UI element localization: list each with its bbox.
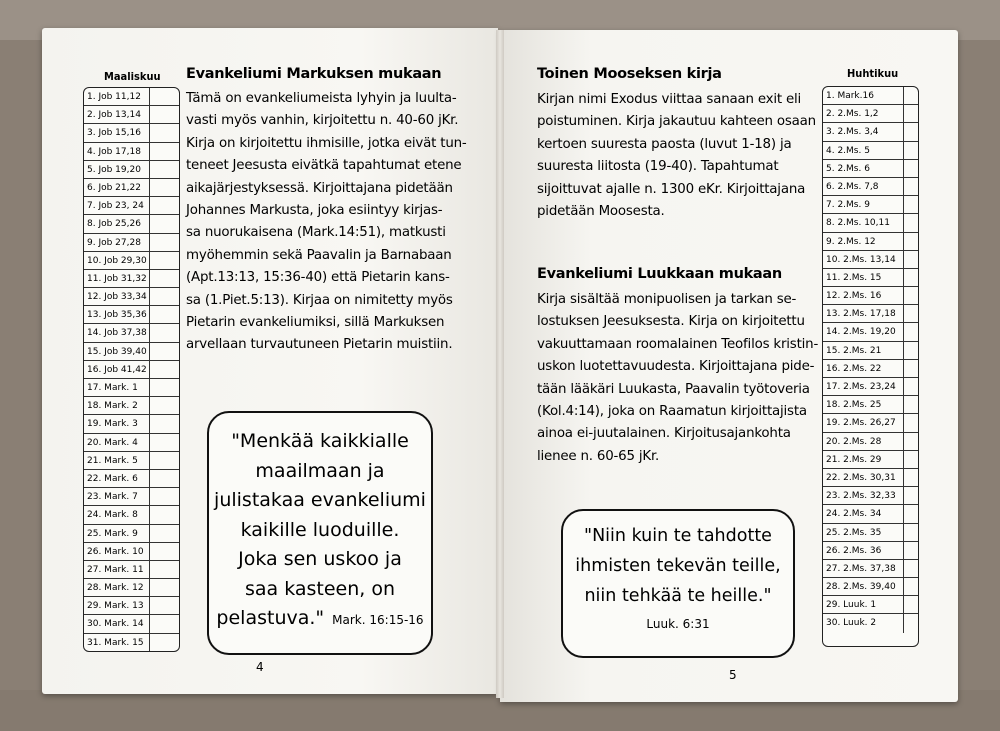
table-row bbox=[84, 124, 179, 142]
table-row bbox=[84, 397, 179, 415]
paragraph-line: pidetään Moosesta. bbox=[537, 204, 665, 220]
checkbox-cell[interactable] bbox=[904, 87, 918, 104]
table-row bbox=[84, 543, 179, 561]
table-row bbox=[823, 433, 918, 451]
checkbox-cell[interactable] bbox=[904, 524, 918, 541]
reading-label: 27. Mark. 11 bbox=[84, 561, 150, 578]
table-row bbox=[84, 415, 179, 433]
reading-label: 14. 2.Ms. 19,20 bbox=[823, 323, 904, 340]
checkbox-cell[interactable] bbox=[150, 270, 179, 287]
reading-label: 22. 2.Ms. 30,31 bbox=[823, 469, 904, 486]
reading-label: 17. Mark. 1 bbox=[84, 379, 150, 396]
checkbox-cell[interactable] bbox=[904, 342, 918, 359]
reading-label: 9. Job 27,28 bbox=[84, 234, 150, 251]
reading-label: 25. 2.Ms. 35 bbox=[823, 524, 904, 541]
paragraph-line: uskon luotettavuudesta. Kirjoittajana pide- bbox=[537, 359, 815, 375]
table-row bbox=[823, 196, 918, 214]
table-row bbox=[823, 560, 918, 578]
reading-label: 30. Luuk. 2 bbox=[823, 614, 904, 632]
table-row bbox=[823, 360, 918, 378]
checkbox-cell[interactable] bbox=[150, 579, 179, 596]
reading-label: 9. 2.Ms. 12 bbox=[823, 233, 904, 250]
table-row bbox=[84, 452, 179, 470]
reading-label: 29. Luuk. 1 bbox=[823, 596, 904, 613]
checkbox-cell[interactable] bbox=[150, 415, 179, 432]
checkbox-cell[interactable] bbox=[150, 215, 179, 232]
checkbox-cell[interactable] bbox=[150, 88, 179, 105]
checkbox-cell[interactable] bbox=[904, 614, 918, 632]
checkbox-cell[interactable] bbox=[904, 469, 918, 486]
checkbox-cell[interactable] bbox=[150, 470, 179, 487]
paragraph-line: kertoen suuresta paosta (luvut 1-18) ja bbox=[537, 136, 792, 152]
checkbox-cell[interactable] bbox=[150, 197, 179, 214]
table-row bbox=[84, 143, 179, 161]
checkbox-cell[interactable] bbox=[150, 452, 179, 469]
reading-label: 16. Job 41,42 bbox=[84, 361, 150, 378]
paragraph-line: Kirja on kirjoitettu ihmisille, jotka eivät tun- bbox=[186, 135, 467, 151]
checkbox-cell[interactable] bbox=[904, 378, 918, 395]
checkbox-cell[interactable] bbox=[904, 196, 918, 213]
checkbox-cell[interactable] bbox=[904, 542, 918, 559]
reading-label: 23. Mark. 7 bbox=[84, 488, 150, 505]
reading-label: 28. Mark. 12 bbox=[84, 579, 150, 596]
reading-table-left bbox=[83, 87, 180, 652]
paragraph-line: teneet Jeesusta eivätkä tapahtumat etene bbox=[186, 158, 462, 174]
reading-label: 15. Job 39,40 bbox=[84, 343, 150, 360]
checkbox-cell[interactable] bbox=[904, 396, 918, 413]
checkbox-cell[interactable] bbox=[904, 487, 918, 504]
table-row bbox=[84, 506, 179, 524]
month-title-right: Huhtikuu bbox=[847, 67, 899, 80]
checkbox-cell[interactable] bbox=[904, 123, 918, 140]
checkbox-cell[interactable] bbox=[150, 506, 179, 523]
paragraph-line: (Apt.13:13, 15:36-40) että Pietarin kans- bbox=[186, 270, 450, 286]
paragraph-line: arvellaan turvautuneen Pietarin muistiin. bbox=[186, 337, 453, 353]
paragraph-line: Kirjan nimi Exodus viittaa sanaan exit eli bbox=[537, 92, 802, 107]
paragraph-mark bbox=[186, 88, 486, 357]
paragraph-exodus bbox=[537, 89, 817, 223]
table-row bbox=[84, 561, 179, 579]
quote-text-right bbox=[563, 521, 793, 611]
table-row bbox=[84, 306, 179, 324]
reading-label: 20. 2.Ms. 28 bbox=[823, 433, 904, 450]
checkbox-cell[interactable] bbox=[904, 178, 918, 195]
checkbox-cell[interactable] bbox=[150, 143, 179, 160]
paragraph-line: poistuminen. Kirja jakautuu kahteen osaan bbox=[537, 114, 816, 130]
reading-label: 15. 2.Ms. 21 bbox=[823, 342, 904, 359]
reading-label: 8. Job 25,26 bbox=[84, 215, 150, 232]
table-row bbox=[84, 324, 179, 342]
reading-label: 12. 2.Ms. 16 bbox=[823, 287, 904, 304]
reading-label: 24. Mark. 8 bbox=[84, 506, 150, 523]
checkbox-cell[interactable] bbox=[904, 451, 918, 468]
checkbox-cell[interactable] bbox=[150, 597, 179, 614]
table-row bbox=[84, 179, 179, 197]
table-row bbox=[823, 105, 918, 123]
table-row bbox=[823, 505, 918, 523]
table-row bbox=[84, 361, 179, 379]
checkbox-cell[interactable] bbox=[150, 488, 179, 505]
checkbox-cell[interactable] bbox=[904, 105, 918, 122]
table-row bbox=[823, 178, 918, 196]
reading-label: 14. Job 37,38 bbox=[84, 324, 150, 341]
checkbox-cell[interactable] bbox=[904, 323, 918, 340]
paragraph-line: vakuuttamaan roomalainen Teofilos kristin- bbox=[537, 336, 819, 352]
checkbox-cell[interactable] bbox=[904, 596, 918, 613]
reading-label: 2. 2.Ms. 1,2 bbox=[823, 105, 904, 122]
paragraph-line: Pietarin evankeliumiksi, sillä Markuksen bbox=[186, 315, 445, 331]
table-row bbox=[84, 234, 179, 252]
paragraph-line: tään lääkäri Luukasta, Paavalin työtoveria bbox=[537, 381, 810, 397]
checkbox-cell[interactable] bbox=[904, 360, 918, 377]
page-number-left: 4 bbox=[256, 660, 264, 674]
paragraph-line: (Kol.4:14), joka on Raamatun kirjoittajista bbox=[537, 404, 807, 420]
reading-label: 10. Job 29,30 bbox=[84, 252, 150, 269]
reading-label: 5. 2.Ms. 6 bbox=[823, 160, 904, 177]
reading-label: 17. 2.Ms. 23,24 bbox=[823, 378, 904, 395]
table-row bbox=[823, 233, 918, 251]
table-row bbox=[823, 451, 918, 469]
reading-label: 11. 2.Ms. 15 bbox=[823, 269, 904, 286]
reading-label: 28. 2.Ms. 39,40 bbox=[823, 578, 904, 595]
table-row bbox=[823, 305, 918, 323]
reading-label: 18. Mark. 2 bbox=[84, 397, 150, 414]
table-row bbox=[84, 288, 179, 306]
table-row bbox=[823, 578, 918, 596]
heading-mark: Evankeliumi Markuksen mukaan bbox=[186, 66, 442, 82]
table-row bbox=[823, 542, 918, 560]
table-row bbox=[84, 597, 179, 615]
table-row bbox=[84, 525, 179, 543]
checkbox-cell[interactable] bbox=[150, 615, 179, 632]
reading-label: 13. 2.Ms. 17,18 bbox=[823, 305, 904, 322]
quote-line: "Niin kuin te tahdotte bbox=[584, 526, 772, 546]
paragraph-line: aikajärjestyksessä. Kirjoittajana pidetään bbox=[186, 180, 453, 196]
table-row bbox=[84, 215, 179, 233]
reading-label: 29. Mark. 13 bbox=[84, 597, 150, 614]
checkbox-cell[interactable] bbox=[150, 634, 179, 652]
table-row bbox=[823, 142, 918, 160]
reading-label: 16. 2.Ms. 22 bbox=[823, 360, 904, 377]
reading-label: 23. 2.Ms. 32,33 bbox=[823, 487, 904, 504]
checkbox-cell[interactable] bbox=[904, 214, 918, 231]
table-row bbox=[84, 470, 179, 488]
paragraph-line: myöhemmin sekä Paavalin ja Barnabaan bbox=[186, 247, 452, 263]
table-row bbox=[84, 161, 179, 179]
reading-label: 25. Mark. 9 bbox=[84, 525, 150, 542]
reading-label: 13. Job 35,36 bbox=[84, 306, 150, 323]
quote-box-left bbox=[207, 411, 433, 655]
quote-line: saa kasteen, on bbox=[244, 577, 396, 600]
table-row bbox=[823, 160, 918, 178]
quote-line: maailmaan ja bbox=[255, 459, 385, 482]
table-row bbox=[84, 270, 179, 288]
paragraph-line: Johannes Markusta, joka esiintyy kirjas- bbox=[186, 203, 443, 219]
reading-label: 3. 2.Ms. 3,4 bbox=[823, 123, 904, 140]
checkbox-cell[interactable] bbox=[904, 414, 918, 431]
table-row bbox=[84, 106, 179, 124]
checkbox-cell[interactable] bbox=[904, 160, 918, 177]
checkbox-cell[interactable] bbox=[904, 578, 918, 595]
reading-label: 21. Mark. 5 bbox=[84, 452, 150, 469]
checkbox-cell[interactable] bbox=[904, 251, 918, 268]
paragraph-line: lostuksen Jeesuksesta. Kirja on kirjoitettu bbox=[537, 314, 805, 330]
reading-label: 19. Mark. 3 bbox=[84, 415, 150, 432]
reading-label: 22. Mark. 6 bbox=[84, 470, 150, 487]
checkbox-cell[interactable] bbox=[150, 161, 179, 178]
reading-label: 26. 2.Ms. 36 bbox=[823, 542, 904, 559]
reading-table-right bbox=[822, 86, 919, 647]
table-row bbox=[823, 214, 918, 232]
quote-text-left bbox=[209, 427, 431, 636]
table-row bbox=[84, 615, 179, 633]
paragraph-line: vasti myös vanhin, kirjoitettu n. 40-60 jKr. bbox=[186, 113, 459, 129]
reading-label: 8. 2.Ms. 10,11 bbox=[823, 214, 904, 231]
checkbox-cell[interactable] bbox=[904, 142, 918, 159]
quote-line: "Menkää kaikkialle bbox=[231, 430, 409, 452]
quote-line: niin tehkää te heille." bbox=[584, 586, 772, 606]
table-row bbox=[84, 379, 179, 397]
quote-line: kaikille luoduille. bbox=[240, 518, 400, 541]
checkbox-cell[interactable] bbox=[150, 543, 179, 560]
quote-reference-right: Luuk. 6:31 bbox=[646, 617, 710, 631]
checkbox-cell[interactable] bbox=[904, 233, 918, 250]
table-row bbox=[84, 488, 179, 506]
reading-label: 6. 2.Ms. 7,8 bbox=[823, 178, 904, 195]
paragraph-line: lienee n. 60-65 jKr. bbox=[537, 448, 660, 464]
paragraph-luke bbox=[537, 289, 817, 468]
checkbox-cell[interactable] bbox=[150, 124, 179, 141]
paragraph-line: sa nuorukaisena (Mark.14:51), matkusti bbox=[186, 225, 446, 241]
paragraph-line: sijoittuvat ajalle n. 1300 eKr. Kirjoittajana bbox=[537, 181, 806, 197]
checkbox-cell[interactable] bbox=[904, 560, 918, 577]
paragraph-line: suuresta liitosta (19-40). Tapahtumat bbox=[537, 159, 779, 175]
checkbox-cell[interactable] bbox=[150, 106, 179, 123]
table-row bbox=[823, 614, 918, 632]
table-row bbox=[84, 579, 179, 597]
checkbox-cell[interactable] bbox=[150, 288, 179, 305]
checkbox-cell[interactable] bbox=[904, 269, 918, 286]
reading-label: 3. Job 15,16 bbox=[84, 124, 150, 141]
table-row bbox=[823, 287, 918, 305]
table-row bbox=[823, 469, 918, 487]
checkbox-cell[interactable] bbox=[904, 433, 918, 450]
checkbox-cell[interactable] bbox=[904, 305, 918, 322]
reading-label: 4. Job 17,18 bbox=[84, 143, 150, 160]
reading-label: 7. 2.Ms. 9 bbox=[823, 196, 904, 213]
table-row bbox=[823, 396, 918, 414]
table-row bbox=[84, 343, 179, 361]
quote-box-right bbox=[561, 509, 795, 658]
reading-label: 1. Mark.16 bbox=[823, 87, 904, 104]
reading-label: 11. Job 31,32 bbox=[84, 270, 150, 287]
reading-label: 31. Mark. 15 bbox=[84, 634, 150, 652]
table-row bbox=[84, 252, 179, 270]
heading-luke: Evankeliumi Luukkaan mukaan bbox=[537, 266, 782, 282]
quote-line: pelastuva." Mark. 16:15-16 bbox=[216, 607, 424, 629]
checkbox-cell[interactable] bbox=[150, 525, 179, 542]
book-spine bbox=[496, 30, 504, 698]
checkbox-cell[interactable] bbox=[150, 561, 179, 578]
reading-label: 19. 2.Ms. 26,27 bbox=[823, 414, 904, 431]
reading-label: 10. 2.Ms. 13,14 bbox=[823, 251, 904, 268]
table-row bbox=[84, 88, 179, 106]
checkbox-cell[interactable] bbox=[904, 287, 918, 304]
table-row bbox=[823, 596, 918, 614]
checkbox-cell[interactable] bbox=[150, 324, 179, 341]
table-row bbox=[823, 323, 918, 341]
reading-label: 27. 2.Ms. 37,38 bbox=[823, 560, 904, 577]
reading-label: 26. Mark. 10 bbox=[84, 543, 150, 560]
reading-label: 18. 2.Ms. 25 bbox=[823, 396, 904, 413]
checkbox-cell[interactable] bbox=[150, 179, 179, 196]
checkbox-cell[interactable] bbox=[150, 234, 179, 251]
reading-label: 12. Job 33,34 bbox=[84, 288, 150, 305]
quote-line: julistakaa evankeliumi bbox=[214, 489, 426, 511]
paragraph-line: Tämä on evankeliumeista lyhyin ja luulta- bbox=[186, 91, 457, 106]
checkbox-cell[interactable] bbox=[150, 252, 179, 269]
checkbox-cell[interactable] bbox=[150, 379, 179, 396]
table-row bbox=[823, 414, 918, 432]
reading-label: 6. Job 21,22 bbox=[84, 179, 150, 196]
table-row bbox=[823, 251, 918, 269]
checkbox-cell[interactable] bbox=[150, 343, 179, 360]
table-row bbox=[823, 378, 918, 396]
month-title-left: Maaliskuu bbox=[104, 70, 161, 83]
table-row bbox=[823, 87, 918, 105]
quote-reference-left: Mark. 16:15-16 bbox=[332, 613, 424, 627]
checkbox-cell[interactable] bbox=[150, 306, 179, 323]
reading-label: 24. 2.Ms. 34 bbox=[823, 505, 904, 522]
checkbox-cell[interactable] bbox=[904, 505, 918, 522]
reading-label: 21. 2.Ms. 29 bbox=[823, 451, 904, 468]
table-row bbox=[84, 434, 179, 452]
reading-label: 30. Mark. 14 bbox=[84, 615, 150, 632]
reading-label: 5. Job 19,20 bbox=[84, 161, 150, 178]
table-row bbox=[84, 197, 179, 215]
quote-line: Joka sen uskoo ja bbox=[238, 548, 402, 570]
table-row bbox=[823, 123, 918, 141]
reading-label: 2. Job 13,14 bbox=[84, 106, 150, 123]
reading-label: 20. Mark. 4 bbox=[84, 434, 150, 451]
paragraph-line: Kirja sisältää monipuolisen ja tarkan se- bbox=[537, 292, 797, 307]
quote-line: ihmisten tekevän teille, bbox=[575, 556, 781, 576]
table-row bbox=[823, 524, 918, 542]
checkbox-cell[interactable] bbox=[150, 397, 179, 414]
page-number-right: 5 bbox=[729, 668, 737, 682]
heading-exodus: Toinen Mooseksen kirja bbox=[537, 66, 722, 82]
table-row bbox=[823, 487, 918, 505]
reading-label: 4. 2.Ms. 5 bbox=[823, 142, 904, 159]
checkbox-cell[interactable] bbox=[150, 434, 179, 451]
table-row bbox=[823, 269, 918, 287]
table-row bbox=[84, 634, 179, 652]
checkbox-cell[interactable] bbox=[150, 361, 179, 378]
reading-label: 7. Job 23, 24 bbox=[84, 197, 150, 214]
paragraph-line: ainoa ei-juutalainen. Kirjoitusajankohta bbox=[537, 426, 791, 442]
table-row bbox=[823, 342, 918, 360]
paragraph-line: sa (1.Piet.5:13). Kirjaa on nimitetty myös bbox=[186, 292, 453, 308]
reading-label: 1. Job 11,12 bbox=[84, 88, 150, 105]
